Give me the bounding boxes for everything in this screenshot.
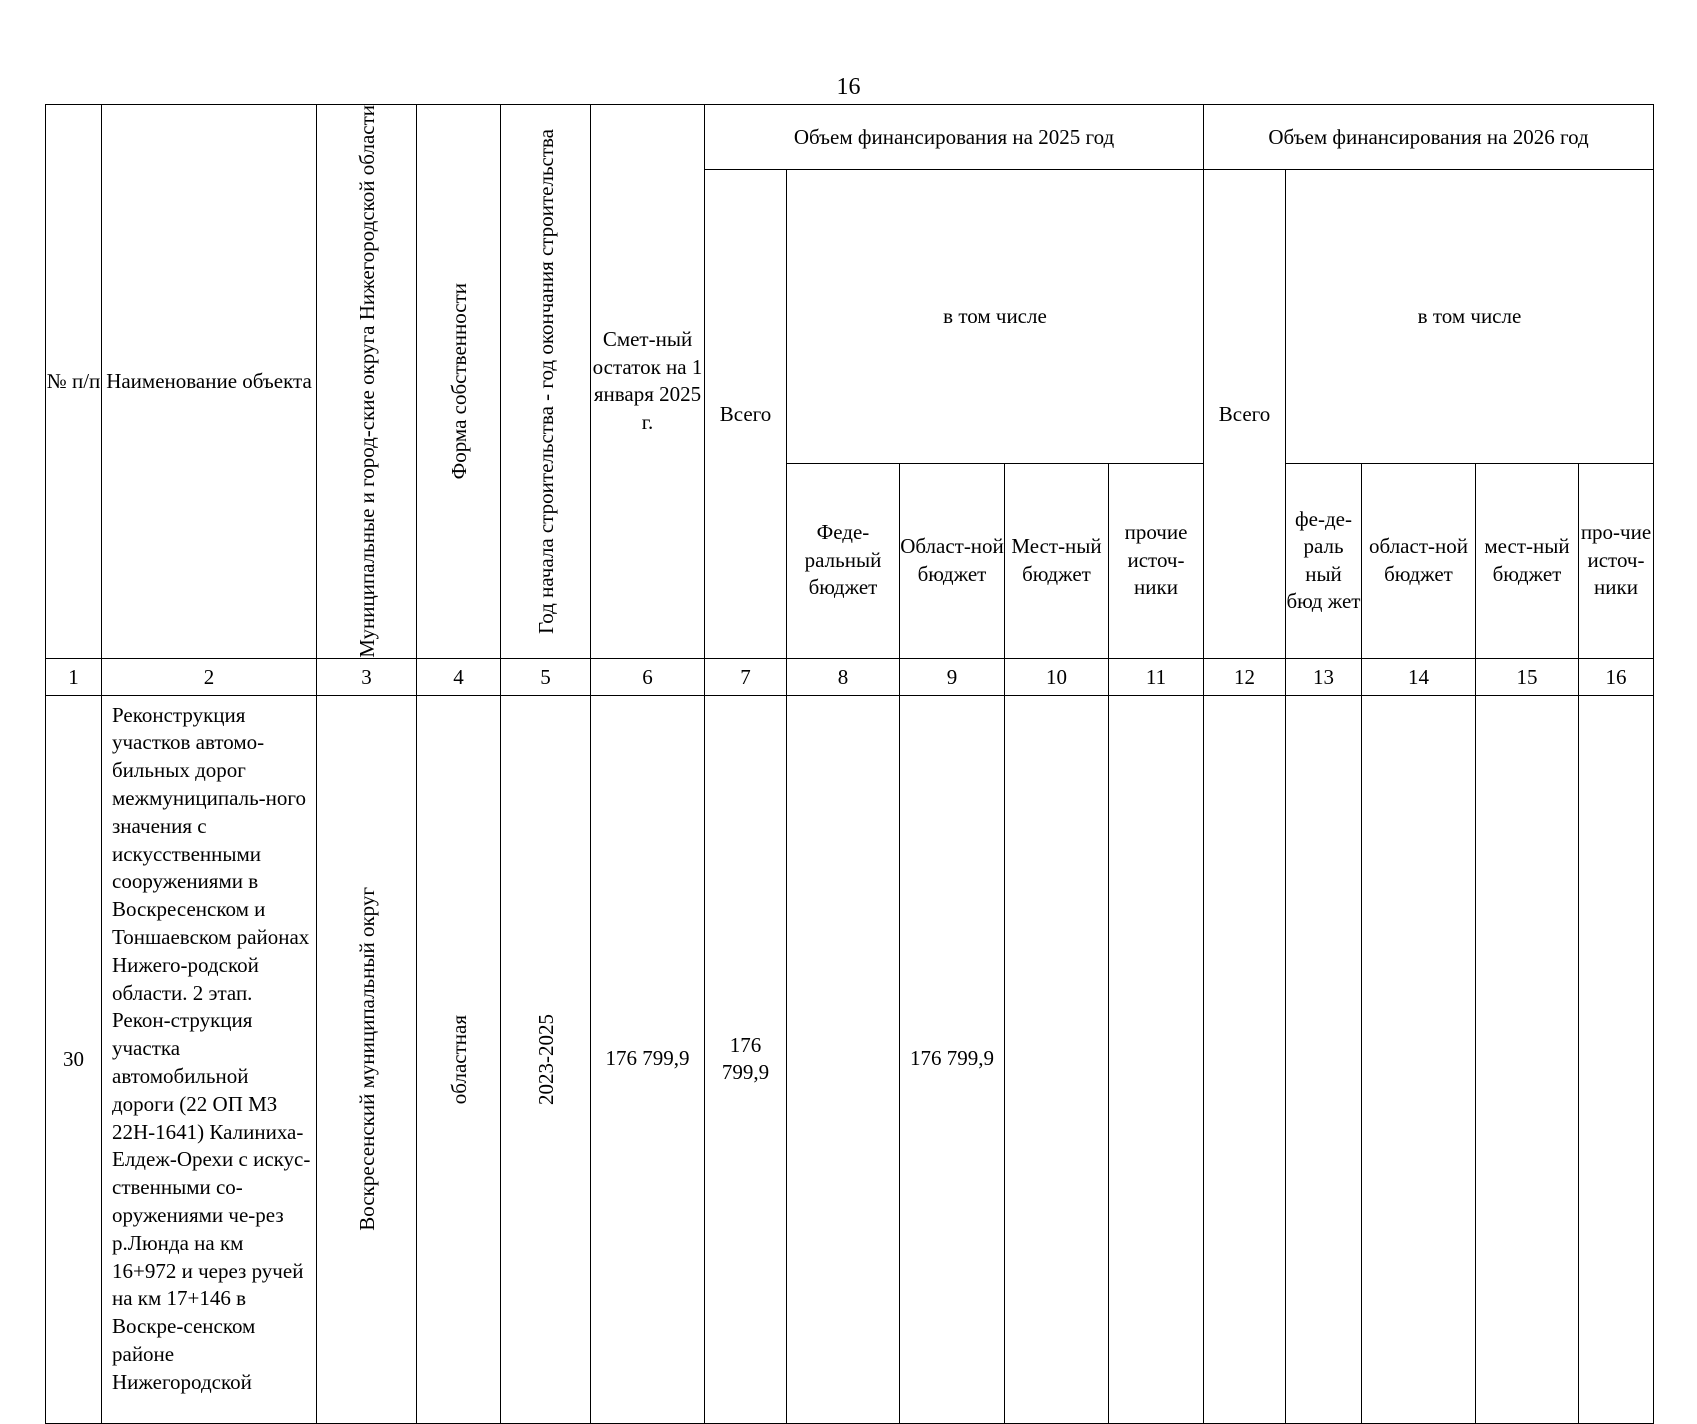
column-number: 15 bbox=[1476, 658, 1579, 695]
column-number: 7 bbox=[705, 658, 787, 695]
column-number: 16 bbox=[1579, 658, 1654, 695]
header-ownership-text: Форма собственности bbox=[446, 283, 471, 480]
header-group-2025: Объем финансирования на 2025 год bbox=[705, 105, 1204, 170]
row-federal-2025 bbox=[787, 695, 900, 1423]
header-object-name: Наименование объекта bbox=[102, 105, 317, 659]
header-federal-2025: Феде-ральный бюджет bbox=[787, 463, 900, 658]
row-local-2026 bbox=[1476, 695, 1579, 1423]
column-number: 5 bbox=[501, 658, 591, 695]
header-num: № п/п bbox=[46, 105, 102, 659]
row-other-2025 bbox=[1109, 695, 1204, 1423]
header-regional-2025: Област-ной бюджет bbox=[900, 463, 1005, 658]
row-local-2025 bbox=[1005, 695, 1109, 1423]
row-ownership bbox=[417, 695, 501, 1423]
column-number: 9 bbox=[900, 658, 1005, 695]
funding-table bbox=[45, 104, 1654, 1424]
header-total-2026: Всего bbox=[1204, 170, 1286, 659]
column-number: 3 bbox=[317, 658, 417, 695]
row-other-2026 bbox=[1579, 695, 1654, 1423]
header-other-2025: прочие источ-ники bbox=[1109, 463, 1204, 658]
row-regional-2026 bbox=[1362, 695, 1476, 1423]
column-number: 13 bbox=[1286, 658, 1362, 695]
header-local-2025: Мест-ный бюджет bbox=[1005, 463, 1109, 658]
column-number: 8 bbox=[787, 658, 900, 695]
column-number: 1 bbox=[46, 658, 102, 695]
column-number: 10 bbox=[1005, 658, 1109, 695]
header-district-text: Муниципальные и город-ские округа Нижегородской области bbox=[354, 105, 379, 658]
table-row bbox=[46, 695, 1654, 1423]
column-number: 2 bbox=[102, 658, 317, 695]
column-number: 14 bbox=[1362, 658, 1476, 695]
header-years-text: Год начала строительства - год окончания строительства bbox=[533, 128, 558, 634]
header-total-2025: Всего bbox=[705, 170, 787, 659]
header-federal-2026: фе-де-раль ный бюд жет bbox=[1286, 463, 1362, 658]
header-group-2026: Объем финансирования на 2026 год bbox=[1204, 105, 1654, 170]
header-local-2026: мест-ный бюджет bbox=[1476, 463, 1579, 658]
header-regional-2026: област-ной бюджет bbox=[1362, 463, 1476, 658]
column-number: 6 bbox=[591, 658, 705, 695]
row-district-text: Воскресенский муниципальный округ bbox=[354, 887, 379, 1232]
column-number-row bbox=[46, 658, 1654, 695]
row-ownership-text: областная bbox=[446, 1014, 471, 1104]
header-row-1 bbox=[46, 105, 1654, 170]
row-regional-2025: 176 799,9 bbox=[900, 695, 1005, 1423]
row-num: 30 bbox=[46, 695, 102, 1423]
header-estimate-remainder: Смет-ный остаток на 1 января 2025 г. bbox=[591, 105, 705, 659]
column-number: 11 bbox=[1109, 658, 1204, 695]
header-district bbox=[317, 105, 417, 659]
page-number: 16 bbox=[836, 74, 861, 100]
header-incl-2025: в том числе bbox=[787, 170, 1204, 464]
row-federal-2026 bbox=[1286, 695, 1362, 1423]
row-total-2025: 176 799,9 bbox=[705, 695, 787, 1423]
row-total-2026 bbox=[1204, 695, 1286, 1423]
row-years-text: 2023-2025 bbox=[533, 1013, 558, 1105]
row-years bbox=[501, 695, 591, 1423]
header-years bbox=[501, 105, 591, 659]
row-estimate-remainder: 176 799,9 bbox=[591, 695, 705, 1423]
column-number: 12 bbox=[1204, 658, 1286, 695]
row-district bbox=[317, 695, 417, 1423]
header-incl-2026: в том числе bbox=[1286, 170, 1654, 464]
header-other-2026: про-чие источ-ники bbox=[1579, 463, 1654, 658]
row-object-name: Реконструкция участков автомо-бильных дорог межмуниципаль-ного значения с искусственными сооружениями в Воскресенском и Тоншаевском районах Нижего-родской области. 2 этап. Рекон-струкция участка автомобильной дороги (22 ОП МЗ 22Н-1641) Калиниха-Елдеж-Орехи с искус-ственными со-оружениями че-рез р.Люнда на км 16+972 и через ручей на км 17+146 в Воскре-сенском районе Нижегородской bbox=[102, 695, 317, 1423]
header-ownership bbox=[417, 105, 501, 659]
column-number: 4 bbox=[417, 658, 501, 695]
